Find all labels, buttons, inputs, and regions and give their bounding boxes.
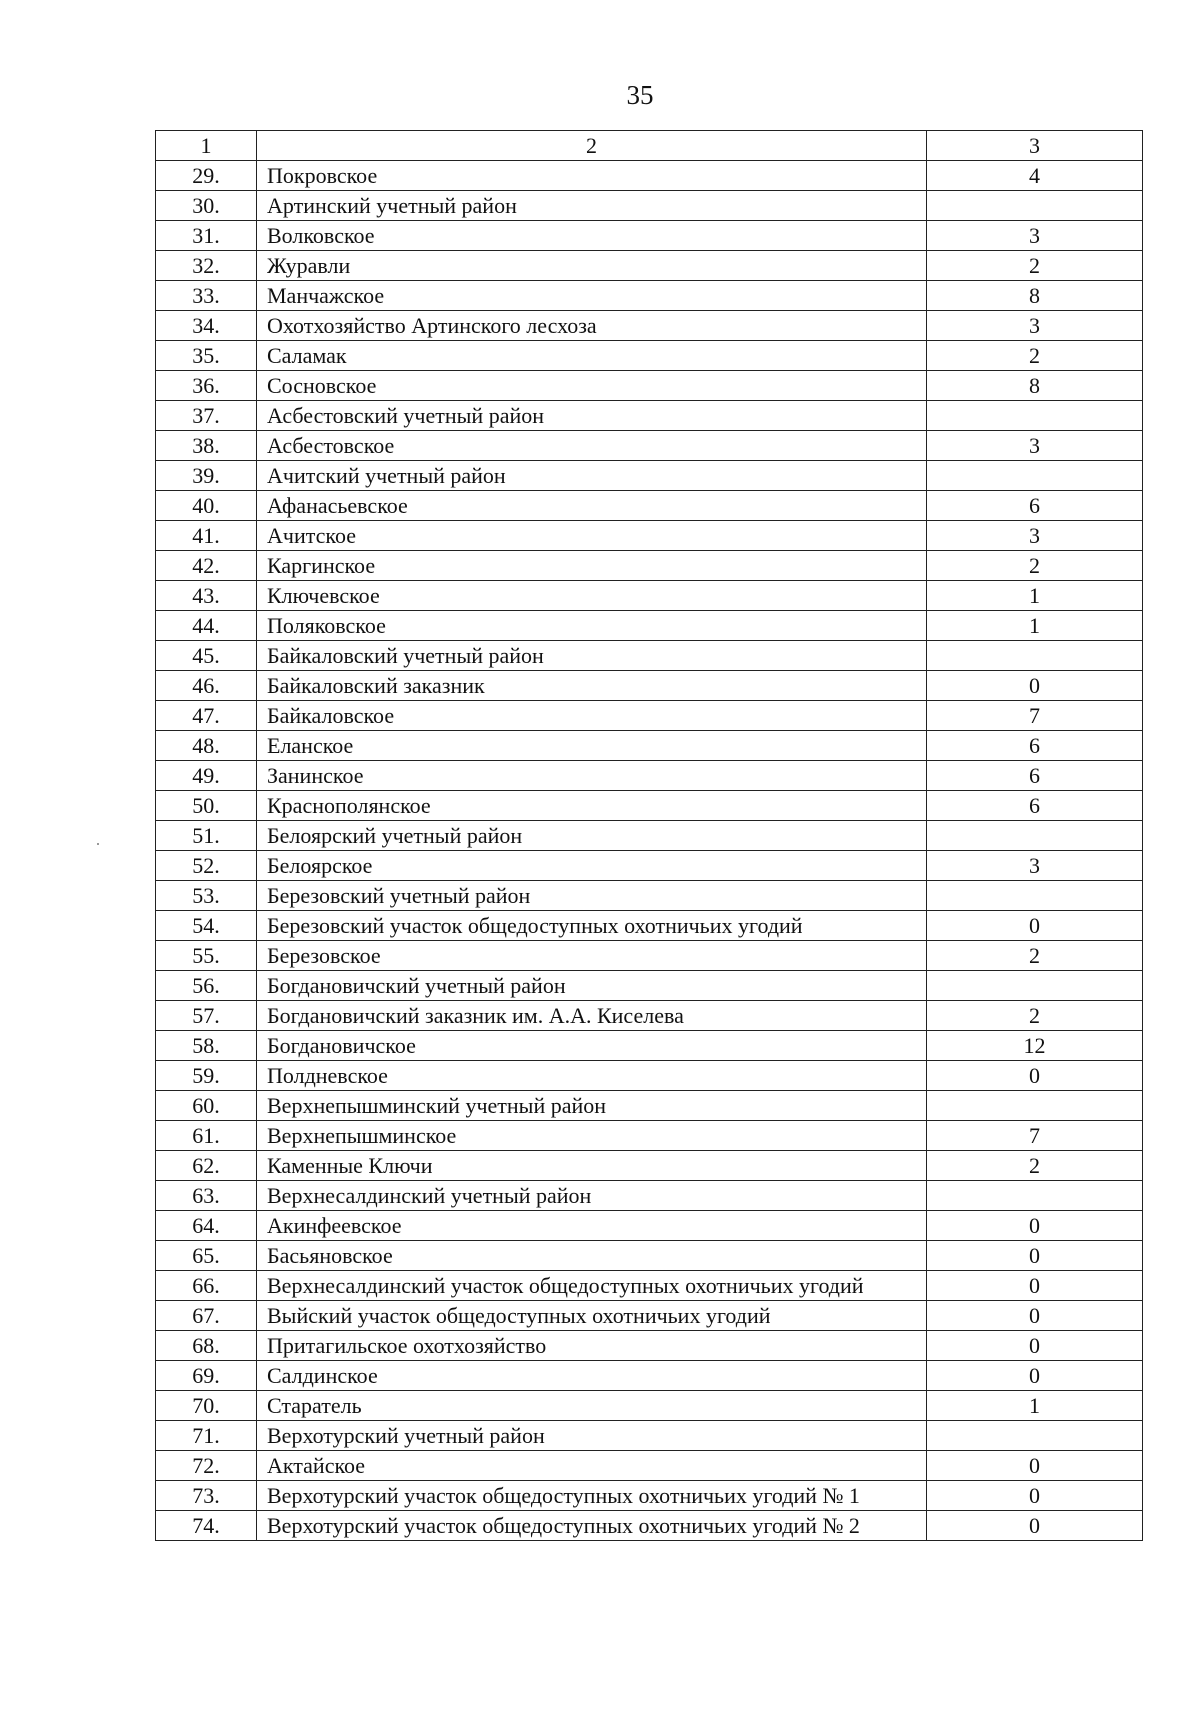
row-name: Верхотурский участок общедоступных охотничьих угодий № 1 [257, 1481, 927, 1511]
row-number: 62. [156, 1151, 257, 1181]
row-name: Афанасьевское [257, 491, 927, 521]
row-name: Березовский учетный район [257, 881, 927, 911]
row-number: 72. [156, 1451, 257, 1481]
row-number: 34. [156, 311, 257, 341]
row-name: Верхнесалдинский учетный район [257, 1181, 927, 1211]
table-row [156, 1211, 1143, 1241]
table-row [156, 671, 1143, 701]
row-name: Богдановичский заказник им. А.А. Киселева [257, 1001, 927, 1031]
row-number: 73. [156, 1481, 257, 1511]
row-number: 51. [156, 821, 257, 851]
row-number: 64. [156, 1211, 257, 1241]
row-name: Манчажское [257, 281, 927, 311]
table-row [156, 521, 1143, 551]
row-value: 2 [927, 551, 1143, 581]
table-row [156, 1151, 1143, 1181]
row-value: 0 [927, 1481, 1143, 1511]
row-number: 66. [156, 1271, 257, 1301]
row-number: 35. [156, 341, 257, 371]
row-value: 6 [927, 731, 1143, 761]
row-name: Полдневское [257, 1061, 927, 1091]
table-row [156, 461, 1143, 491]
row-value: 3 [927, 221, 1143, 251]
table-row [156, 641, 1143, 671]
row-name: Байкаловский учетный район [257, 641, 927, 671]
row-number: 56. [156, 971, 257, 1001]
row-number: 48. [156, 731, 257, 761]
row-value: 0 [927, 1301, 1143, 1331]
row-value [927, 1181, 1143, 1211]
row-value: 0 [927, 911, 1143, 941]
table-row [156, 281, 1143, 311]
row-number: 52. [156, 851, 257, 881]
row-value: 2 [927, 1001, 1143, 1031]
table-header-row [156, 131, 1143, 161]
row-name: Саламак [257, 341, 927, 371]
row-number: 63. [156, 1181, 257, 1211]
row-name: Ключевское [257, 581, 927, 611]
row-value: 3 [927, 431, 1143, 461]
row-number: 38. [156, 431, 257, 461]
row-name: Краснополянское [257, 791, 927, 821]
row-value [927, 641, 1143, 671]
header-cell-value: 3 [927, 131, 1143, 161]
row-value: 4 [927, 161, 1143, 191]
row-value: 0 [927, 1061, 1143, 1091]
row-name: Выйский участок общедоступных охотничьих угодий [257, 1301, 927, 1331]
row-number: 54. [156, 911, 257, 941]
table-row [156, 701, 1143, 731]
row-name: Байкаловское [257, 701, 927, 731]
row-value: 1 [927, 581, 1143, 611]
row-value: 0 [927, 1361, 1143, 1391]
row-value: 0 [927, 1241, 1143, 1271]
row-name: Асбестовский учетный район [257, 401, 927, 431]
table-row [156, 1481, 1143, 1511]
row-name: Белоярское [257, 851, 927, 881]
table-row [156, 341, 1143, 371]
table-row [156, 791, 1143, 821]
data-table [155, 130, 1143, 1541]
row-number: 65. [156, 1241, 257, 1271]
row-number: 44. [156, 611, 257, 641]
row-number: 55. [156, 941, 257, 971]
row-name: Верхнепышминский учетный район [257, 1091, 927, 1121]
row-number: 60. [156, 1091, 257, 1121]
row-name: Ачитское [257, 521, 927, 551]
table-row [156, 251, 1143, 281]
table-row [156, 1511, 1143, 1541]
row-number: 71. [156, 1421, 257, 1451]
row-name: Асбестовское [257, 431, 927, 461]
row-number: 46. [156, 671, 257, 701]
row-number: 50. [156, 791, 257, 821]
row-value: 6 [927, 791, 1143, 821]
row-value: 2 [927, 941, 1143, 971]
row-name: Покровское [257, 161, 927, 191]
row-name: Салдинское [257, 1361, 927, 1391]
table-body [156, 131, 1143, 1541]
table-row [156, 1271, 1143, 1301]
table-row [156, 1421, 1143, 1451]
row-value [927, 401, 1143, 431]
row-name: Еланское [257, 731, 927, 761]
row-name: Сосновское [257, 371, 927, 401]
row-value: 3 [927, 311, 1143, 341]
table-row [156, 401, 1143, 431]
table-row [156, 1391, 1143, 1421]
header-cell-number: 1 [156, 131, 257, 161]
table-row [156, 611, 1143, 641]
table-row [156, 851, 1143, 881]
row-number: 67. [156, 1301, 257, 1331]
row-number: 45. [156, 641, 257, 671]
row-value: 6 [927, 491, 1143, 521]
row-value: 3 [927, 521, 1143, 551]
row-name: Березовский участок общедоступных охотничьих угодий [257, 911, 927, 941]
row-number: 49. [156, 761, 257, 791]
row-value: 6 [927, 761, 1143, 791]
row-number: 74. [156, 1511, 257, 1541]
row-value: 12 [927, 1031, 1143, 1061]
row-number: 29. [156, 161, 257, 191]
table-row [156, 881, 1143, 911]
row-value: 2 [927, 341, 1143, 371]
row-name: Каргинское [257, 551, 927, 581]
row-number: 58. [156, 1031, 257, 1061]
table-row [156, 1301, 1143, 1331]
table-row [156, 221, 1143, 251]
row-name: Белоярский учетный район [257, 821, 927, 851]
row-number: 69. [156, 1361, 257, 1391]
row-number: 68. [156, 1331, 257, 1361]
row-value: 2 [927, 251, 1143, 281]
row-name: Верхнесалдинский участок общедоступных охотничьих угодий [257, 1271, 927, 1301]
table-row [156, 1121, 1143, 1151]
row-name: Старатель [257, 1391, 927, 1421]
row-value: 0 [927, 1451, 1143, 1481]
row-number: 70. [156, 1391, 257, 1421]
row-name: Актайское [257, 1451, 927, 1481]
row-name: Верхотурский участок общедоступных охотничьих угодий № 2 [257, 1511, 927, 1541]
page-number: 35 [626, 80, 654, 110]
row-value: 0 [927, 1331, 1143, 1361]
row-name: Занинское [257, 761, 927, 791]
table-row [156, 551, 1143, 581]
table-row [156, 1241, 1143, 1271]
row-name: Байкаловский заказник [257, 671, 927, 701]
row-name: Волковское [257, 221, 927, 251]
table-row [156, 161, 1143, 191]
table-row [156, 941, 1143, 971]
row-value: 2 [927, 1151, 1143, 1181]
table-row [156, 1001, 1143, 1031]
table-row [156, 191, 1143, 221]
row-number: 40. [156, 491, 257, 521]
row-value [927, 1421, 1143, 1451]
table-row [156, 971, 1143, 1001]
table-row [156, 491, 1143, 521]
row-number: 32. [156, 251, 257, 281]
table-row [156, 1361, 1143, 1391]
row-value [927, 821, 1143, 851]
row-value [927, 191, 1143, 221]
row-number: 39. [156, 461, 257, 491]
row-number: 57. [156, 1001, 257, 1031]
row-number: 59. [156, 1061, 257, 1091]
row-value: 0 [927, 1271, 1143, 1301]
header-cell-name: 2 [257, 131, 927, 161]
row-name: Поляковское [257, 611, 927, 641]
row-name: Акинфеевское [257, 1211, 927, 1241]
row-number: 53. [156, 881, 257, 911]
row-number: 30. [156, 191, 257, 221]
table-row [156, 311, 1143, 341]
row-value: 0 [927, 1511, 1143, 1541]
table-row [156, 1091, 1143, 1121]
row-number: 41. [156, 521, 257, 551]
row-name: Охотхозяйство Артинского лесхоза [257, 311, 927, 341]
row-value [927, 881, 1143, 911]
row-number: 36. [156, 371, 257, 401]
row-number: 47. [156, 701, 257, 731]
table-row [156, 431, 1143, 461]
row-value: 0 [927, 1211, 1143, 1241]
table-row [156, 731, 1143, 761]
row-name: Каменные Ключи [257, 1151, 927, 1181]
row-name: Березовское [257, 941, 927, 971]
row-name: Басьяновское [257, 1241, 927, 1271]
table-row [156, 1061, 1143, 1091]
table-row [156, 371, 1143, 401]
table-row [156, 1181, 1143, 1211]
table-row [156, 1331, 1143, 1361]
table-row [156, 1451, 1143, 1481]
row-value: 1 [927, 1391, 1143, 1421]
row-value: 1 [927, 611, 1143, 641]
table-row [156, 581, 1143, 611]
row-value: 8 [927, 281, 1143, 311]
row-value: 3 [927, 851, 1143, 881]
scan-speck [97, 843, 99, 845]
row-name: Артинский учетный район [257, 191, 927, 221]
row-name: Богдановичское [257, 1031, 927, 1061]
row-number: 31. [156, 221, 257, 251]
row-number: 61. [156, 1121, 257, 1151]
row-value: 8 [927, 371, 1143, 401]
row-value: 7 [927, 1121, 1143, 1151]
row-value: 0 [927, 671, 1143, 701]
row-value [927, 971, 1143, 1001]
row-number: 33. [156, 281, 257, 311]
row-number: 37. [156, 401, 257, 431]
row-name: Притагильское охотхозяйство [257, 1331, 927, 1361]
table-row [156, 761, 1143, 791]
row-value: 7 [927, 701, 1143, 731]
row-name: Богдановичский учетный район [257, 971, 927, 1001]
row-name: Ачитский учетный район [257, 461, 927, 491]
row-value [927, 1091, 1143, 1121]
row-name: Верхнепышминское [257, 1121, 927, 1151]
row-name: Верхотурский учетный район [257, 1421, 927, 1451]
table-row [156, 1031, 1143, 1061]
table-row [156, 911, 1143, 941]
row-number: 42. [156, 551, 257, 581]
row-value [927, 461, 1143, 491]
row-number: 43. [156, 581, 257, 611]
table-row [156, 821, 1143, 851]
row-name: Журавли [257, 251, 927, 281]
